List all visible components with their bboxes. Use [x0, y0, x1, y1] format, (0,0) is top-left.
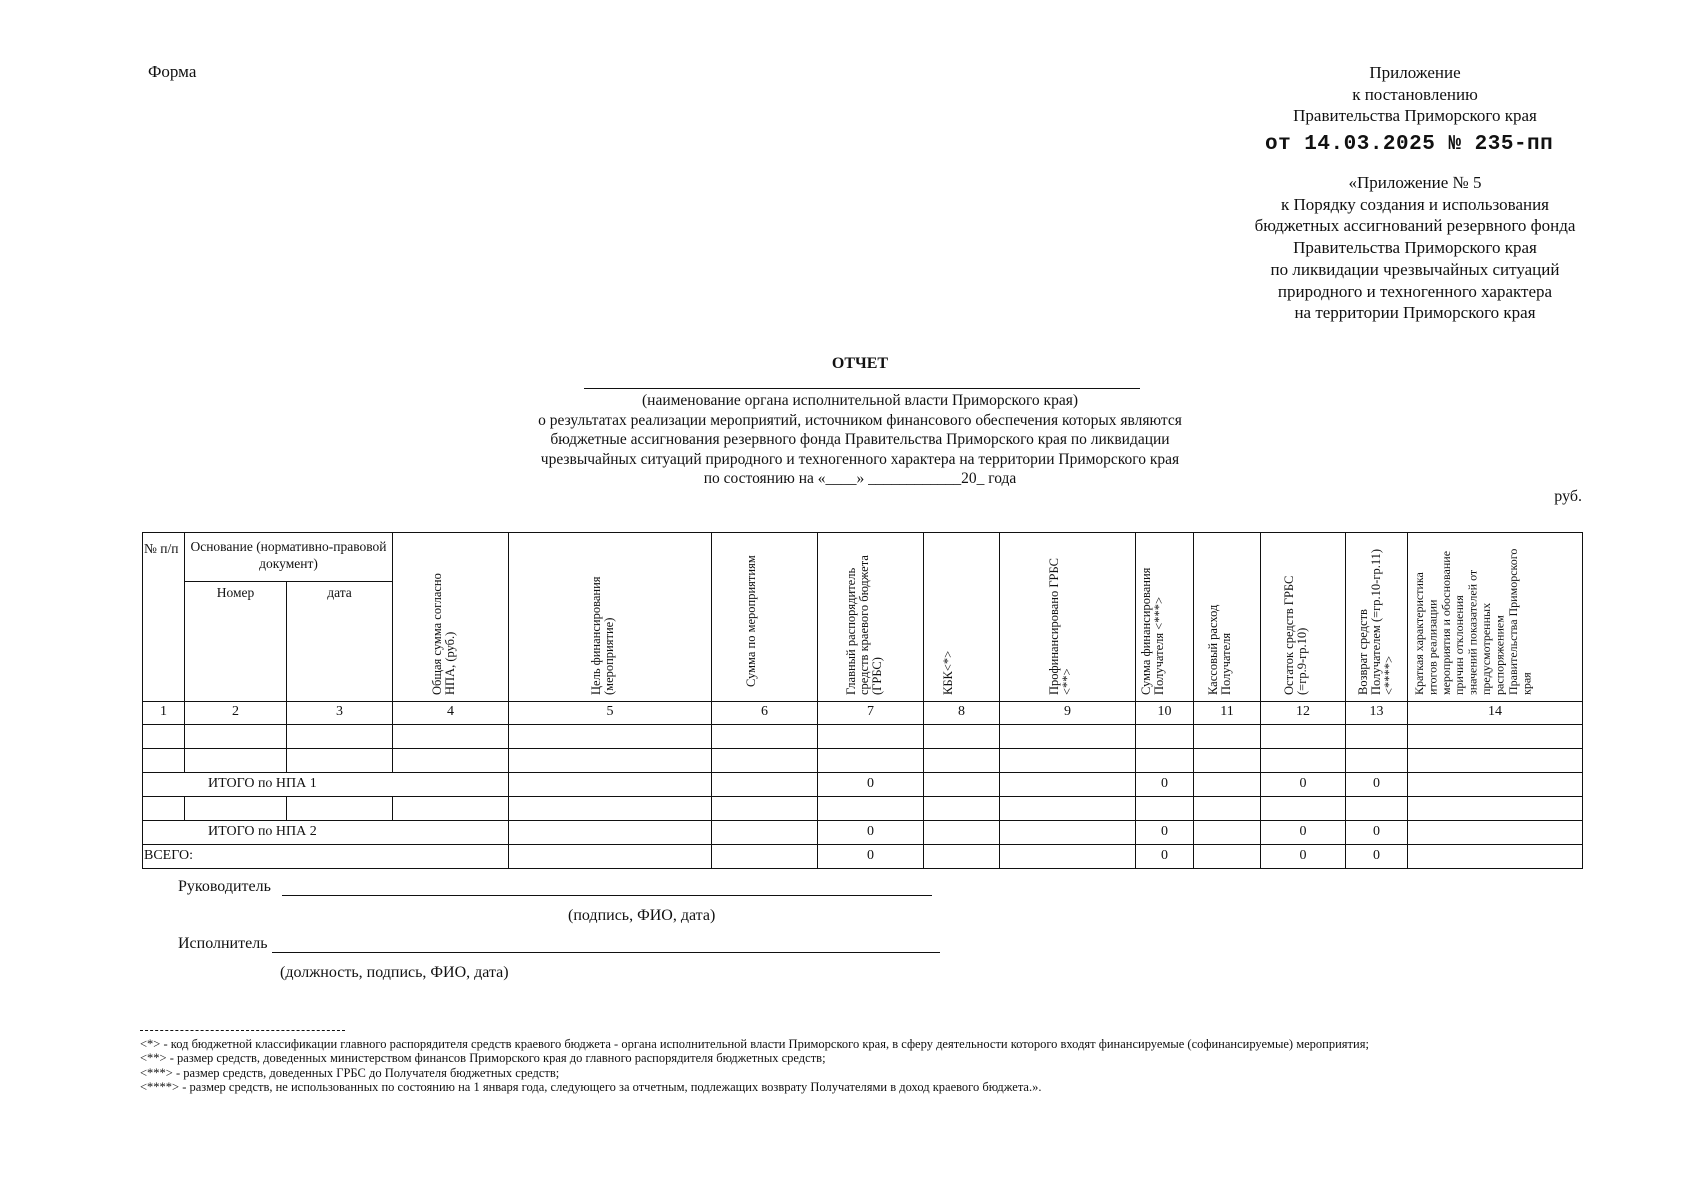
table-cell [185, 725, 287, 749]
desc-line: бюджетные ассигнования резервного фонда Правительства Приморского края по ликвидации [550, 431, 1170, 448]
table-cell [1408, 845, 1583, 869]
total-row-npa1 [143, 773, 1583, 797]
col-header-num: № п/п [143, 533, 185, 702]
appendix-line: Правительства Приморского края [1293, 106, 1537, 125]
col-header-4 [393, 533, 509, 702]
table-cell [1194, 725, 1261, 749]
table-cell [1408, 725, 1583, 749]
col-header-text: Кассовый расход Получателя [1206, 604, 1233, 695]
footnote: <**> - размер средств, доведенных министерством финансов Приморского края до главного распорядителя бюджетных средств; [140, 1051, 826, 1066]
col-number: 12 [1261, 702, 1346, 725]
table-row [143, 797, 1583, 821]
decree-stamp: от 14.03.2025 № 235-пп [1265, 133, 1554, 156]
report-description [420, 391, 1300, 489]
appendix-block [1205, 62, 1625, 127]
col-header-text: КБК<*> [940, 650, 955, 695]
total-value: 0 [818, 845, 924, 869]
col-header-6 [712, 533, 818, 702]
desc-line: чрезвычайных ситуаций природного и техногенного характера на территории Приморского края [540, 450, 1180, 468]
total-value: 0 [818, 821, 924, 845]
col-header-number: Номер [185, 581, 287, 701]
table-cell [143, 725, 185, 749]
table-cell [287, 725, 393, 749]
appendix5-line: по ликвидации чрезвычайных ситуаций [1270, 259, 1560, 279]
table-cell [1408, 773, 1583, 797]
header-row-top [143, 533, 1583, 582]
table-cell [1346, 725, 1408, 749]
col-header-text: Краткая характеристика итогов реализации мероприятия и обоснование причин отклонения значений показателей от предусмотренных распоряжением Правительства Приморского края [1412, 548, 1534, 695]
table-cell [1000, 797, 1136, 821]
table-cell [1408, 821, 1583, 845]
table-cell [1346, 797, 1408, 821]
total-value: 0 [1346, 821, 1408, 845]
table-cell [924, 749, 1000, 773]
table-cell [1194, 797, 1261, 821]
col-header-9 [1000, 533, 1136, 702]
head-signature-line [282, 895, 932, 896]
report-title: ОТЧЕТ [831, 355, 889, 372]
col-number: 4 [393, 702, 509, 725]
currency-unit: руб. [1554, 488, 1582, 505]
total-value: 0 [818, 773, 924, 797]
org-name-line [584, 388, 1140, 389]
table-cell [924, 773, 1000, 797]
table-cell [1194, 821, 1261, 845]
table-cell [143, 749, 185, 773]
appendix5-block [1205, 172, 1625, 324]
head-label: Руководитель [178, 878, 271, 895]
table-cell [509, 773, 712, 797]
desc-line: по состоянию на «____» ____________20_ года [703, 470, 1017, 487]
appendix-line: к постановлению [1352, 84, 1478, 104]
table-cell [924, 845, 1000, 869]
col-header-text: Общая сумма согласно НПА, (руб.) [429, 573, 457, 695]
table-cell [712, 749, 818, 773]
total-row-npa2 [143, 821, 1583, 845]
table-cell [1408, 749, 1583, 773]
total-value: 0 [1261, 821, 1346, 845]
grand-total-label: ВСЕГО: [143, 845, 509, 869]
col-header-text: Сумма финансирования Получателя <***> [1138, 567, 1166, 695]
head-caption: (подпись, ФИО, дата) [568, 907, 716, 924]
table-cell [287, 749, 393, 773]
col-number: 14 [1408, 702, 1583, 725]
col-number: 9 [1000, 702, 1136, 725]
col-number: 3 [287, 702, 393, 725]
table-cell [1000, 773, 1136, 797]
total-value: 0 [1136, 845, 1194, 869]
footnotes [140, 1037, 1575, 1095]
table-cell [1261, 725, 1346, 749]
executor-caption: (должность, подпись, ФИО, дата) [280, 964, 509, 981]
footnote: <*> - код бюджетной классификации главного распорядителя средств краевого бюджета - органа исполнительной власти Приморского края, в сферу деятельности которого входят финансируемые (софинансируемые) мероприятия; [140, 1037, 1369, 1051]
table-cell [818, 725, 924, 749]
col-number: 10 [1136, 702, 1194, 725]
report-table [142, 532, 1583, 869]
table-cell [818, 797, 924, 821]
table-cell [185, 749, 287, 773]
table-cell [509, 821, 712, 845]
footnote: <****> - размер средств, не использованных по состоянию на 1 января года, следующего за отчетным, подлежащих возврату Получателями в доход краевого бюджета.». [140, 1080, 1042, 1095]
col-number: 7 [818, 702, 924, 725]
total-label: ИТОГО по НПА 1 [143, 773, 509, 797]
appendix5-line: «Приложение № 5 [1348, 173, 1482, 192]
total-value: 0 [1261, 773, 1346, 797]
table-cell [1136, 797, 1194, 821]
table-cell [924, 797, 1000, 821]
appendix-line: Приложение [1369, 63, 1461, 82]
col-header-basis: Основание (нормативно-правовой документ) [185, 533, 393, 582]
table-cell [1000, 749, 1136, 773]
col-header-7 [818, 533, 924, 702]
appendix5-line: Правительства Приморского края [1293, 238, 1537, 258]
col-header-11 [1194, 533, 1261, 702]
table-cell [143, 797, 185, 821]
table-cell [1194, 845, 1261, 869]
table-cell [1136, 749, 1194, 773]
table-cell [712, 725, 818, 749]
column-numbers-row [143, 702, 1583, 725]
col-header-12 [1261, 533, 1346, 702]
table-cell [287, 797, 393, 821]
appendix5-line: бюджетных ассигнований резервного фонда [1254, 216, 1576, 236]
executor-signature-line [272, 952, 940, 953]
col-header-date: дата [287, 581, 393, 701]
col-number: 1 [143, 702, 185, 725]
table-row [143, 725, 1583, 749]
table-cell [1261, 797, 1346, 821]
total-value: 0 [1346, 845, 1408, 869]
col-number: 13 [1346, 702, 1408, 725]
table-cell [509, 797, 712, 821]
table-cell [393, 797, 509, 821]
col-header-14 [1408, 533, 1583, 702]
table-cell [1346, 749, 1408, 773]
col-header-5 [509, 533, 712, 702]
appendix5-line: на территории Приморского края [1294, 303, 1536, 323]
col-number: 6 [712, 702, 818, 725]
col-header-text: Сумма по мероприятиям [743, 555, 758, 687]
table-cell [509, 749, 712, 773]
org-caption: (наименование органа исполнительной власти Приморского края) [641, 392, 1079, 409]
col-number: 5 [509, 702, 712, 725]
total-value: 0 [1346, 773, 1408, 797]
grand-total-row [143, 845, 1583, 869]
table-cell [1000, 821, 1136, 845]
col-header-13 [1346, 533, 1408, 702]
table-cell [1408, 797, 1583, 821]
total-value: 0 [1136, 773, 1194, 797]
table-cell [712, 797, 818, 821]
table-cell [1194, 749, 1261, 773]
table-cell [1194, 773, 1261, 797]
total-value: 0 [1261, 845, 1346, 869]
executor-label: Исполнитель [178, 935, 268, 952]
col-header-8 [924, 533, 1000, 702]
total-value: 0 [1136, 821, 1194, 845]
col-number: 8 [924, 702, 1000, 725]
table-cell [712, 773, 818, 797]
table-cell [1136, 725, 1194, 749]
table-cell [509, 725, 712, 749]
table-cell [509, 845, 712, 869]
col-number: 11 [1194, 702, 1261, 725]
table-row [143, 749, 1583, 773]
table-cell [393, 749, 509, 773]
col-header-text: Главный распорядитель средств краевого бюджета (ГРБС) [843, 555, 884, 695]
table-cell [818, 749, 924, 773]
col-header-10 [1136, 533, 1194, 702]
col-header-text: Профинансировано ГРБС <**> [1046, 558, 1074, 695]
table-cell [924, 725, 1000, 749]
col-header-text: Цель финансирования (мероприятие) [589, 576, 616, 695]
table-cell [1000, 725, 1136, 749]
col-header-text: Остаток средств ГРБС (=гр.9-гр.10) [1282, 575, 1309, 695]
table-cell [712, 821, 818, 845]
form-label: Форма [148, 62, 197, 81]
table-cell [1000, 845, 1136, 869]
footnote-separator [140, 1030, 345, 1031]
desc-line: о результатах реализации мероприятий, источником финансового обеспечения которых являются [538, 411, 1182, 429]
appendix5-line: к Порядку создания и использования [1280, 194, 1549, 214]
table-cell [185, 797, 287, 821]
col-number: 2 [185, 702, 287, 725]
footnote: <***> - размер средств, доведенных ГРБС до Получателя бюджетных средств; [140, 1065, 560, 1080]
table-cell [1261, 749, 1346, 773]
col-header-text: Возврат средств Получателем (=гр.10-гр.11) <****> [1355, 548, 1396, 695]
appendix5-line: природного и техногенного характера [1277, 281, 1553, 301]
table-cell [393, 725, 509, 749]
table-cell [924, 821, 1000, 845]
total-label: ИТОГО по НПА 2 [143, 821, 509, 845]
table-cell [712, 845, 818, 869]
